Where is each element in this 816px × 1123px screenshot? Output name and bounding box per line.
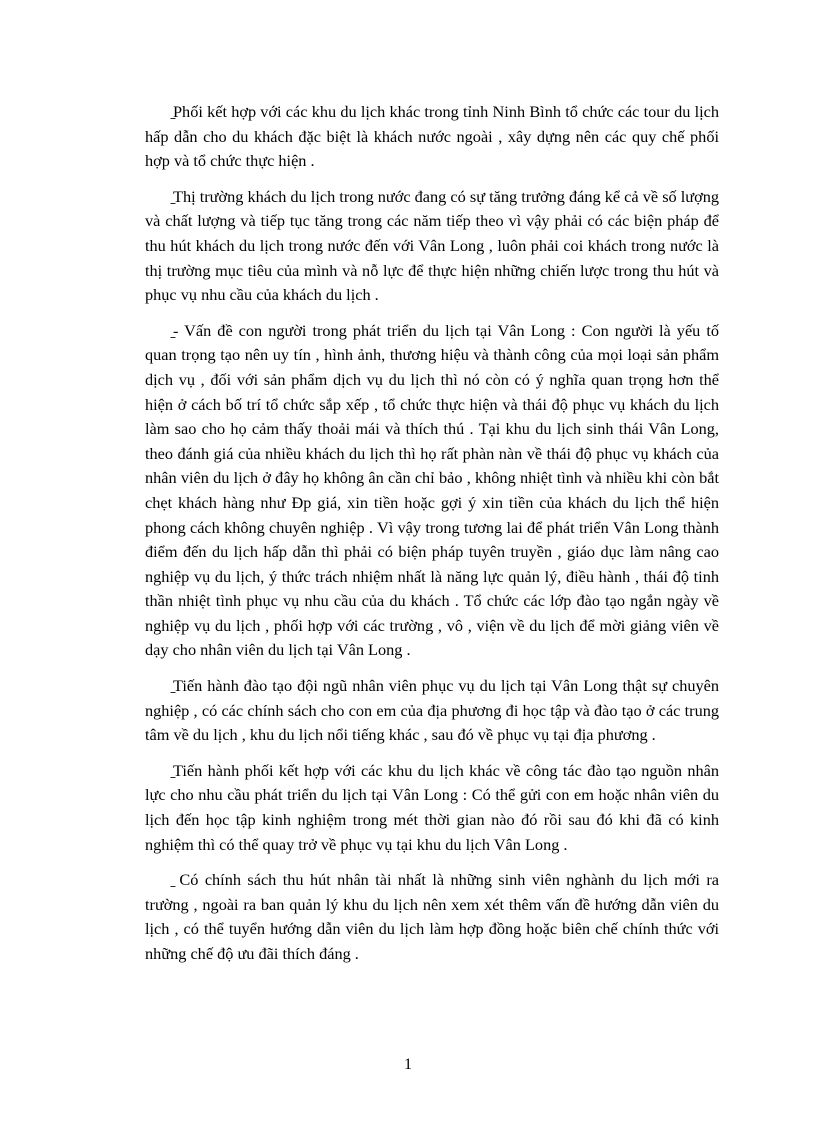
paragraph-3: ̱- Vấn đề con người trong phát triển du lịch tại Vân Long : Con người là yếu tố quan trọng tạo nên uy tín , hình ảnh, thương hiệu và thành công của mọi loại sản phẩm dịch vụ , đối với sản phẩm dịch vụ du lịch thì nó còn có ý nghĩa quan trọng hơn thể hiện ở cách bố trí tổ chức sắp xếp , tổ chức thực hiện và thái độ phục vụ khách du lịch làm sao cho họ cảm thấy thoải mái và thích thú . Tại khu du lịch sinh thái Vân Long, theo đánh giá của nhiều khách du lịch thì họ rất phàn nàn về thái độ phục vụ khách của nhân viên du lịch ở đây họ không ân cần chỉ bảo , không nhiệt tình và nhiều khi còn bắt chẹt khách hàng như Đp giá, xin tiền hoặc gợi ý xin tiền của khách du lịch thể hiện phong cách không chuyên nghiệp . Vì vậy trong tương lai để phát triển Vân Long thành điểm đến du lịch hấp dẫn thì phải có biện pháp tuyên truyền , giáo dục làm nâng cao nghiệp vụ du lịch, ý thức trách nhiệm nhất là năng lực quản lý, điều hành , thái độ tinh thần nhiệt tình phục vụ nhu cầu của du khách . Tổ chức các lớp đào tạo ngắn ngày về nghiệp vụ du lịch , phối hợp với các trường , vô , viện về du lịch để mời giảng viên về dạy cho nhân viên du lịch tại Vân Long . bbox=[145, 320, 719, 660]
paragraph-4: ̱Tiến hành đào tạo đội ngũ nhân viên phục vụ du lịch tại Vân Long thật sự chuyên nghiệp , có các chính sách cho con em của địa phương đi học tập và đào tạo ở các trung tâm về du lịch , khu du lịch nổi tiếng khác , sau đó về phục vụ tại địa phương . bbox=[145, 676, 719, 745]
paragraph-2: ̱Thị trường khách du lịch trong nước đang có sự tăng trưởng đáng kể cả về số lượng và chất lượng và tiếp tục tăng trong các năm tiếp theo vì vậy phải có các biện pháp để thu hút khách du lịch trong nước đến với Vân Long , luôn phải coi khách trong nước là thị trường mục tiêu của mình và nỗ lực để thực hiện những chiến lược trong thu hút và phục vụ nhu cầu của khách du lịch . bbox=[145, 186, 719, 305]
paragraph-5: ̱Tiến hành phối kết hợp với các khu du lịch khác về công tác đào tạo nguồn nhân lực cho nhu cầu phát triển du lịch tại Vân Long : Có thể gửi con em hoặc nhân viên du lịch đến học tập kinh nghiệm trong mét thời gian nào đó rồi sau đó khi đã có kinh nghiệm thì có thể quay trở về phục vụ tại khu du lịch Vân Long . bbox=[145, 760, 719, 854]
paragraph-6: ̱ Có chính sách thu hút nhân tài nhất là những sinh viên nghành du lịch mới ra trường , ngoài ra ban quản lý khu du lịch nên xem xét thêm vấn đề hướng dẫn viên du lịch , có thể tuyển hướng dẫn viên du lịch làm hợp đồng hoặc biên chế chính thức với những chế độ ưu đãi thích đáng . bbox=[145, 870, 719, 963]
document-body bbox=[145, 100, 719, 978]
paragraph-1: ̱Phối kết hợp với các khu du lịch khác trong tỉnh Ninh Bình tổ chức các tour du lịch hấp dẫn cho du khách đặc biệt là khách nước ngoài , xây dựng nên các quy chế phối hợp và tổ chức thực hiện . bbox=[145, 102, 719, 171]
page-number: 1 bbox=[404, 1056, 412, 1073]
